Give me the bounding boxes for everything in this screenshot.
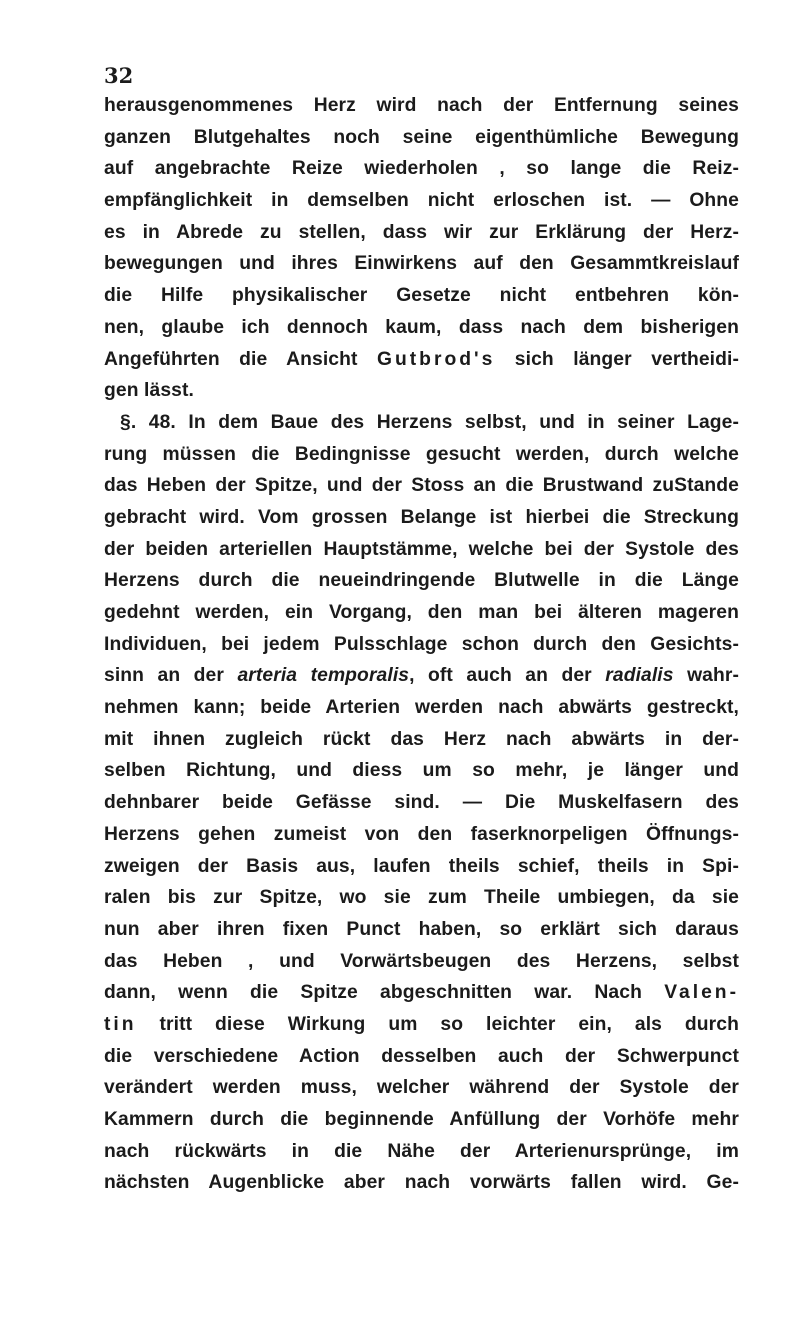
text-segment: wahr- [673,665,739,687]
italic-term: radialis [605,665,674,687]
text-line [104,344,739,376]
text-line: gedehnt werden, ein Vorgang, den man bei älteren mageren [104,602,739,623]
text-line: Individuen, bei jedem Pulsschlage schon durch den Gesichts- [104,633,739,655]
text-line [104,1009,739,1041]
text-segment: sinn an der [104,665,238,687]
text-segment: tritt diese Wirkung um so leichter ein, als durch [136,1013,739,1035]
page-number: 32 [104,63,134,88]
text-line: nächsten Augenblicke aber nach vorwärts fallen wird. Ge- [104,1172,739,1194]
text-segment: Angeführten die Ansicht [104,348,377,370]
text-line [104,977,739,1009]
text-line: empfänglichkeit in demselben nicht erloschen ist. — Ohne [104,190,739,212]
text-segment: , oft auch an der [409,665,606,687]
text-line: die verschiedene Action desselben auch der Schwerpunct [104,1045,739,1067]
section-start-line: §. 48. In dem Baue des Herzens selbst, und in seiner Lage- [120,411,739,433]
text-line: verändert werden muss, welcher während der Systole der [104,1077,739,1099]
text-line: nach rückwärts in die Nähe der Arterienursprünge, im [104,1140,739,1162]
text-line: ganzen Blutgehaltes noch seine eigenthümliche Bewegung [104,126,739,148]
text-line: es in Abrede zu stellen, dass wir zur Erklärung der Herz- [104,221,739,243]
text-line: Kammern durch die beginnende Anfüllung der Vorhöfe mehr [104,1109,739,1130]
spaced-name: Valen- [664,982,739,1004]
text-line: rung müssen die Bedingnisse gesucht werden, durch welche [104,443,739,465]
text-line: herausgenommenes Herz wird nach der Entfernung seines [104,95,739,116]
text-segment: dann, wenn die Spitze abgeschnitten war. Nach [104,982,665,1004]
text-line: bewegungen und ihres Einwirkens auf den Gesammtkreislauf [104,253,739,275]
text-line: gebracht wird. Vom grossen Belange ist hierbei die Streckung [104,506,739,528]
text-line: die Hilfe physikalischer Gesetze nicht entbehren kön- [104,285,739,307]
text-line: der beiden arteriellen Hauptstämme, welche bei der Systole des [104,538,739,560]
italic-term: arteria temporalis [237,665,410,687]
text-line: das Heben der Spitze, und der Stoss an die Brustwand zuStande [104,475,739,497]
text-line: selben Richtung, und diess um so mehr, je länger und [104,760,739,782]
text-line: nen, glaube ich dennoch kaum, dass nach dem bisherigen [104,316,739,338]
text-line: das Heben , und Vorwärtsbeugen des Herzens, selbst [104,950,739,972]
text-line [104,660,739,692]
body-text [104,90,739,1199]
text-line: Herzens gehen zumeist von den faserknorpeligen Öffnungs- [104,823,739,845]
text-line: mit ihnen zugleich rückt das Herz nach abwärts in der- [104,728,739,750]
text-line: nun aber ihren fixen Punct haben, so erklärt sich daraus [104,918,739,940]
text-segment: sich länger vertheidi- [495,348,739,370]
text-line: dehnbarer beide Gefässe sind. — Die Muskelfasern des [104,792,739,814]
text-line: ralen bis zur Spitze, wo sie zum Theile umbiegen, da sie [104,887,739,909]
text-line: zweigen der Basis aus, laufen theils schief, theils in Spi- [104,855,739,877]
text-line: nehmen kann; beide Arterien werden nach abwärts gestreckt, [104,697,739,719]
text-line: auf angebrachte Reize wiederholen , so lange die Reiz- [104,158,739,180]
spaced-name: Gutbrod's [376,348,496,370]
text-line: Herzens durch die neueindringende Blutwelle in die Länge [104,570,739,592]
text-line: gen lässt. [104,380,194,402]
spaced-name: tin [104,1013,137,1035]
